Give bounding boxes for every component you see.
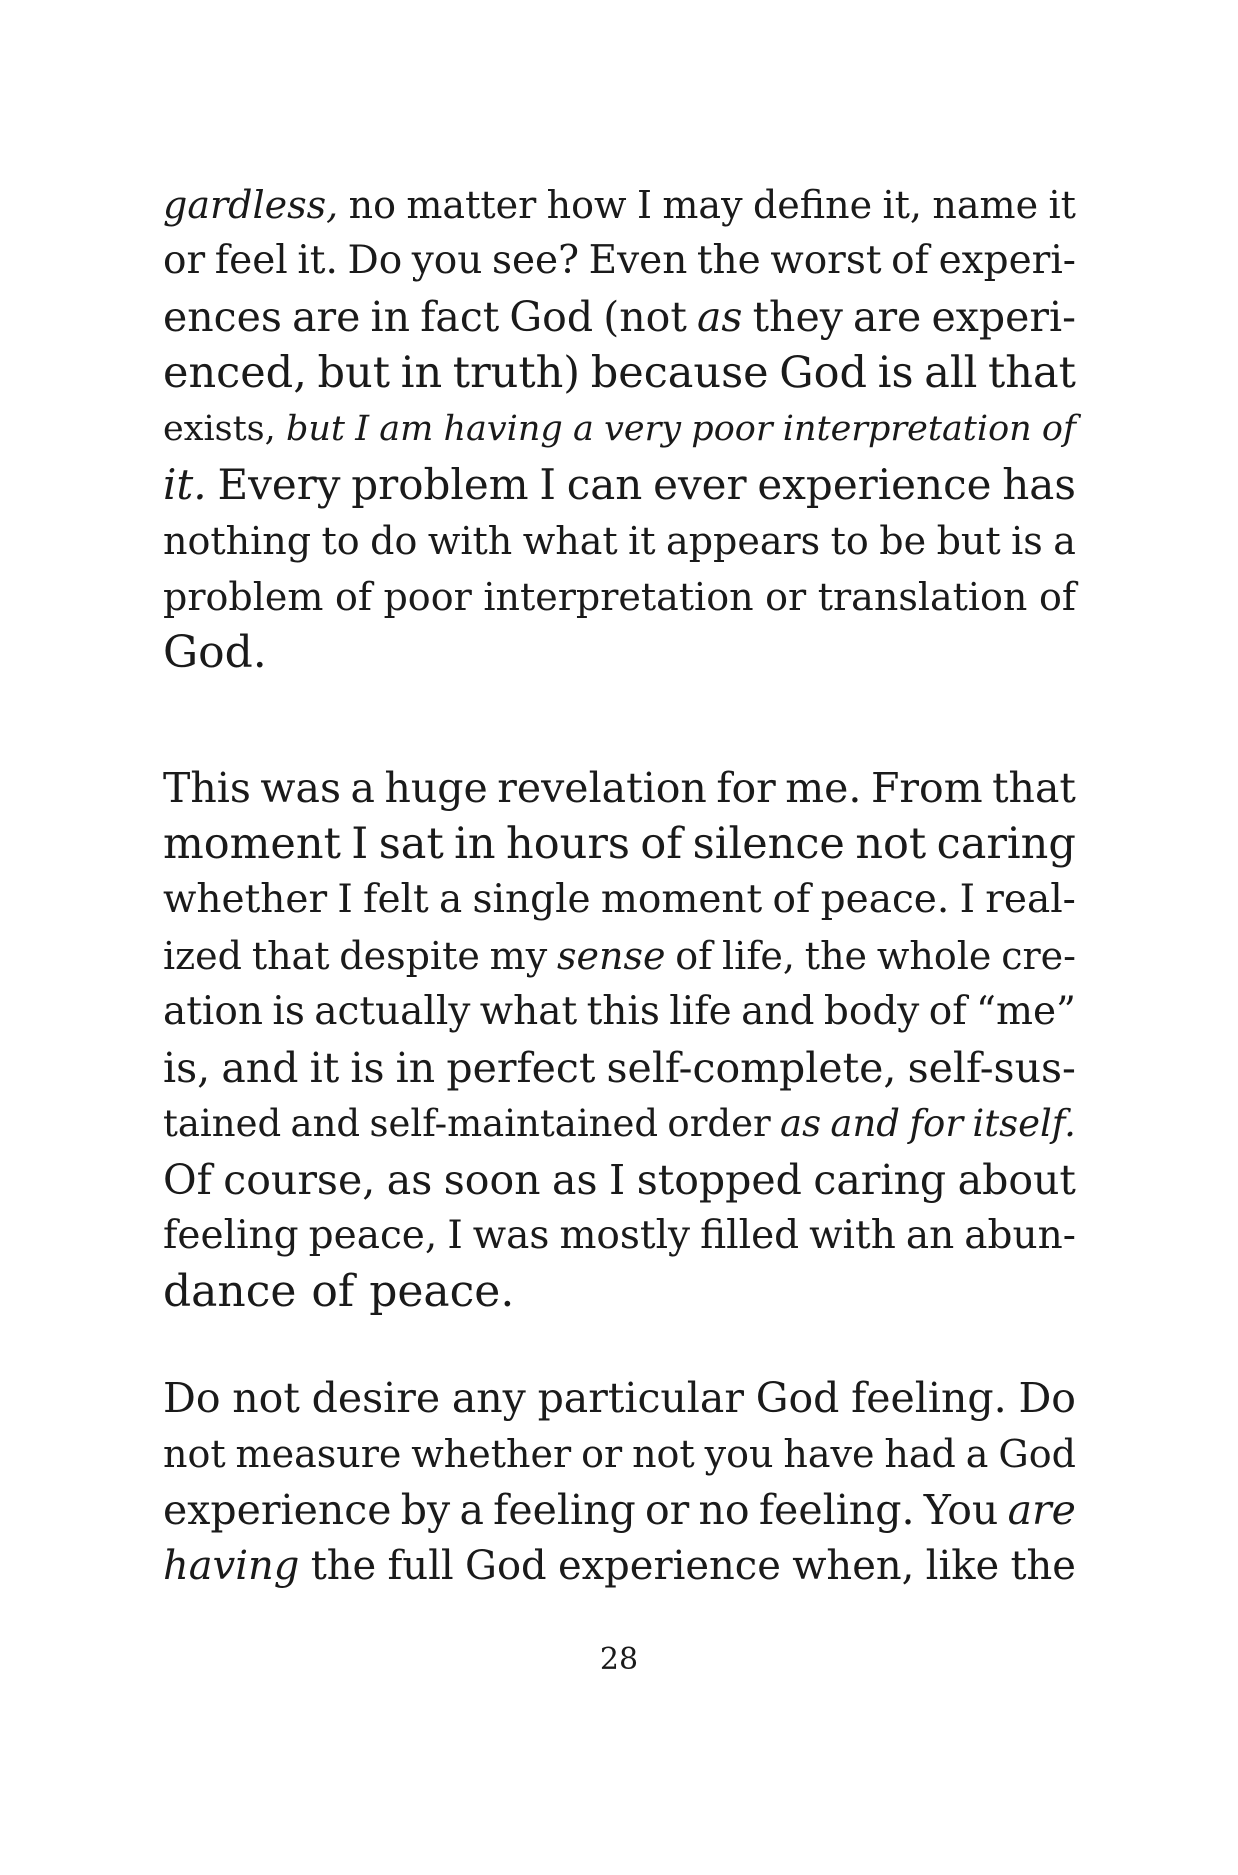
- word: the: [310, 1543, 377, 1589]
- word: body: [823, 989, 920, 1034]
- word: is: [272, 989, 305, 1034]
- word: ized: [163, 934, 242, 978]
- word: feeling.: [851, 1374, 1007, 1422]
- text-line: [163, 816, 1076, 872]
- word: mostly: [559, 1213, 691, 1258]
- word: like: [925, 1543, 1000, 1589]
- text-line: [163, 1096, 1076, 1152]
- word: it: [628, 519, 656, 563]
- word: that: [992, 764, 1076, 812]
- word: when,: [792, 1543, 915, 1589]
- word: God: [779, 348, 868, 398]
- word: you: [411, 238, 483, 283]
- word: all: [924, 348, 978, 398]
- word: or: [765, 575, 807, 619]
- word: what: [479, 989, 578, 1034]
- word: exists,: [163, 409, 276, 449]
- word: desire: [311, 1374, 441, 1422]
- word: experience: [163, 1486, 392, 1534]
- word: stopped: [636, 1156, 802, 1204]
- paragraph-2: [163, 760, 1076, 1320]
- word: me.: [785, 764, 862, 812]
- text-line: [163, 569, 1076, 625]
- word: felt: [363, 877, 429, 922]
- word: enced,: [163, 348, 307, 398]
- word: From: [870, 764, 983, 812]
- text-line: [163, 984, 1076, 1040]
- word: this: [586, 989, 660, 1034]
- word: interpretation: [782, 409, 1032, 449]
- word: Even: [588, 238, 688, 283]
- word: in: [395, 1044, 436, 1092]
- word: how: [546, 183, 627, 227]
- word: may: [662, 183, 743, 227]
- word: define: [752, 183, 873, 227]
- word: the: [804, 934, 868, 978]
- word: it.: [163, 460, 207, 509]
- word: caring: [936, 819, 1076, 869]
- word: any: [451, 1374, 526, 1422]
- word: they: [752, 293, 843, 341]
- word: appears: [666, 519, 821, 563]
- word: interpretation: [483, 575, 754, 619]
- word: a: [965, 1432, 989, 1476]
- word: it,: [882, 183, 922, 227]
- word: self-sus-: [907, 1044, 1076, 1092]
- word: itself.: [972, 1102, 1076, 1145]
- word: in: [370, 293, 411, 341]
- word: ever: [653, 460, 747, 509]
- text-line: [163, 872, 1076, 928]
- word: God: [464, 1543, 547, 1589]
- word: God.: [163, 627, 267, 678]
- word: of: [1041, 409, 1076, 449]
- text-line: [163, 233, 1076, 289]
- word: a: [573, 409, 594, 449]
- word: cre-: [1001, 934, 1076, 978]
- word: sense: [557, 934, 666, 978]
- word: is,: [163, 1044, 211, 1092]
- word: abun-: [964, 1213, 1076, 1258]
- word: caring: [813, 1156, 947, 1204]
- word: but: [317, 348, 391, 398]
- word: (not: [603, 293, 687, 341]
- word: had: [884, 1432, 956, 1476]
- word: I: [959, 877, 975, 922]
- word: for: [909, 1102, 964, 1145]
- word: see?: [491, 238, 580, 283]
- word: the: [1010, 1543, 1076, 1589]
- word: not: [163, 1432, 226, 1476]
- word: life: [669, 989, 732, 1034]
- word: real-: [985, 877, 1076, 922]
- text-line: [163, 1426, 1076, 1482]
- word: Do: [1018, 1374, 1076, 1422]
- word: of: [311, 1266, 355, 1317]
- word: poor: [691, 409, 773, 449]
- word: has: [1002, 460, 1076, 509]
- word: “me”: [976, 989, 1076, 1034]
- word: You: [923, 1486, 999, 1534]
- word: tained: [163, 1102, 282, 1145]
- word: despite: [339, 934, 480, 978]
- word: single: [472, 877, 591, 922]
- word: is: [877, 348, 914, 398]
- word: Of: [163, 1156, 212, 1204]
- word: life,: [722, 934, 795, 978]
- word: can: [566, 460, 643, 509]
- word: feeling: [163, 1213, 299, 1258]
- text-line: [163, 1538, 1076, 1594]
- text-line: [163, 345, 1076, 401]
- word: I: [355, 409, 370, 449]
- word: moment: [163, 819, 341, 869]
- word: a: [1053, 519, 1076, 563]
- text-line: [163, 177, 1076, 233]
- word: whether: [163, 877, 328, 922]
- word: have: [783, 1432, 875, 1476]
- word: and: [290, 1102, 361, 1145]
- word: matter: [406, 183, 537, 227]
- word: revelation: [497, 764, 707, 812]
- text-line: [163, 289, 1076, 345]
- word: or: [163, 238, 206, 283]
- word: as: [552, 1156, 598, 1204]
- word: feel: [214, 238, 288, 283]
- word: truth): [452, 348, 581, 398]
- word: because: [590, 348, 769, 398]
- word: hours: [506, 819, 630, 869]
- word: for: [716, 764, 776, 812]
- word: very: [604, 409, 682, 449]
- word: was: [260, 764, 341, 812]
- word: God: [509, 293, 594, 341]
- text-line: [163, 401, 1076, 457]
- word: in: [454, 819, 496, 869]
- word: I: [337, 877, 353, 922]
- word: a: [438, 877, 463, 922]
- word: huge: [384, 764, 488, 812]
- word: peace,: [308, 1213, 438, 1258]
- word: to: [830, 519, 869, 563]
- word: and: [830, 1102, 900, 1145]
- word: is: [350, 1044, 385, 1092]
- word: what: [522, 519, 618, 563]
- word: name: [932, 183, 1039, 227]
- word: problem: [163, 575, 324, 619]
- word: full: [387, 1543, 454, 1589]
- word: it.: [297, 238, 338, 283]
- word: of: [675, 934, 713, 978]
- word: that: [988, 348, 1076, 398]
- text-line: [163, 457, 1076, 513]
- word: my: [489, 934, 548, 978]
- word: This: [163, 764, 251, 812]
- word: silence: [692, 819, 845, 869]
- word: filled: [700, 1213, 800, 1258]
- word: but: [936, 519, 1001, 563]
- text-line: [163, 1152, 1076, 1208]
- word: it: [309, 1044, 340, 1092]
- word: an: [905, 1213, 955, 1258]
- word: I: [609, 1156, 626, 1204]
- word: dance: [163, 1266, 297, 1317]
- word: sat: [378, 819, 444, 869]
- word: a: [350, 764, 375, 812]
- word: of: [772, 877, 811, 922]
- word: having: [163, 1543, 300, 1589]
- word: not: [632, 1432, 695, 1476]
- word: a: [459, 1486, 484, 1534]
- word: God: [755, 1374, 840, 1422]
- word: fact: [420, 293, 500, 341]
- word: or: [581, 1432, 623, 1476]
- word: having: [443, 409, 563, 449]
- word: peace.: [820, 877, 950, 922]
- word: are: [853, 293, 922, 341]
- word: worst: [770, 238, 882, 283]
- word: experience: [557, 1543, 781, 1589]
- word: moment: [600, 877, 763, 922]
- word: of: [928, 989, 967, 1034]
- word: course,: [223, 1156, 376, 1204]
- word: soon: [443, 1156, 541, 1204]
- word: perfect: [446, 1044, 596, 1092]
- word: is: [1011, 519, 1043, 563]
- word: whole: [876, 934, 992, 978]
- text-line: [163, 625, 1076, 681]
- word: not: [232, 1374, 300, 1422]
- page-number: 28: [599, 1642, 639, 1677]
- text-line: [163, 760, 1076, 816]
- word: of: [334, 575, 372, 619]
- word: Do: [163, 1374, 221, 1422]
- word: of: [640, 819, 683, 869]
- text-line: [163, 513, 1076, 569]
- word: with: [809, 1213, 896, 1258]
- word: I: [447, 1213, 463, 1258]
- text-line: [163, 1040, 1076, 1096]
- word: do: [370, 519, 418, 563]
- word: to: [321, 519, 360, 563]
- text-line: [163, 1482, 1076, 1538]
- word: or: [644, 1486, 690, 1534]
- word: nothing: [163, 519, 312, 563]
- word: no: [348, 183, 396, 227]
- word: of: [891, 238, 929, 283]
- text-line: [163, 1264, 1076, 1320]
- word: the: [696, 238, 761, 283]
- word: whether: [411, 1432, 572, 1476]
- word: experi-: [931, 293, 1076, 341]
- word: ation: [163, 989, 263, 1034]
- word: experience: [757, 460, 992, 509]
- word: Every: [217, 460, 341, 509]
- word: feeling.: [758, 1486, 915, 1534]
- paragraph-3: [163, 1370, 1076, 1594]
- word: I: [539, 460, 556, 509]
- word: am: [379, 409, 434, 449]
- word: I: [351, 819, 369, 869]
- word: experi-: [938, 238, 1076, 283]
- word: and: [221, 1044, 299, 1092]
- word: as: [386, 1156, 433, 1204]
- word: it: [1048, 183, 1076, 227]
- word: of: [1038, 575, 1076, 619]
- word: measure: [235, 1432, 402, 1476]
- word: gardless,: [163, 183, 339, 227]
- word: peace.: [369, 1266, 515, 1317]
- word: feeling: [493, 1486, 636, 1534]
- word: I: [636, 183, 652, 227]
- word: Do: [347, 238, 403, 283]
- word: and: [741, 989, 815, 1034]
- text-line: [163, 1370, 1076, 1426]
- word: as: [696, 293, 743, 341]
- word: particular: [537, 1374, 744, 1422]
- word: order: [667, 1102, 771, 1145]
- word: self-maintained: [369, 1102, 659, 1145]
- word: in: [400, 348, 443, 398]
- word: as: [780, 1102, 822, 1145]
- word: with: [427, 519, 513, 563]
- word: are: [1007, 1486, 1076, 1534]
- word: be: [879, 519, 927, 563]
- word: problem: [351, 460, 529, 509]
- paragraph-1: [163, 177, 1076, 681]
- word: that: [251, 934, 330, 978]
- text-line: [163, 1208, 1076, 1264]
- word: about: [957, 1156, 1076, 1204]
- word: ences: [163, 293, 282, 341]
- word: by: [400, 1486, 451, 1534]
- word: self-complete,: [606, 1044, 897, 1092]
- word: not: [855, 819, 927, 869]
- word: actually: [314, 989, 471, 1034]
- word: no: [698, 1486, 750, 1534]
- word: poor: [383, 575, 472, 619]
- word: was: [472, 1213, 550, 1258]
- word: God: [998, 1432, 1076, 1476]
- text-line: [163, 928, 1076, 984]
- word: translation: [817, 575, 1028, 619]
- word: are: [292, 293, 361, 341]
- word: you: [704, 1432, 774, 1476]
- word: but: [285, 409, 345, 449]
